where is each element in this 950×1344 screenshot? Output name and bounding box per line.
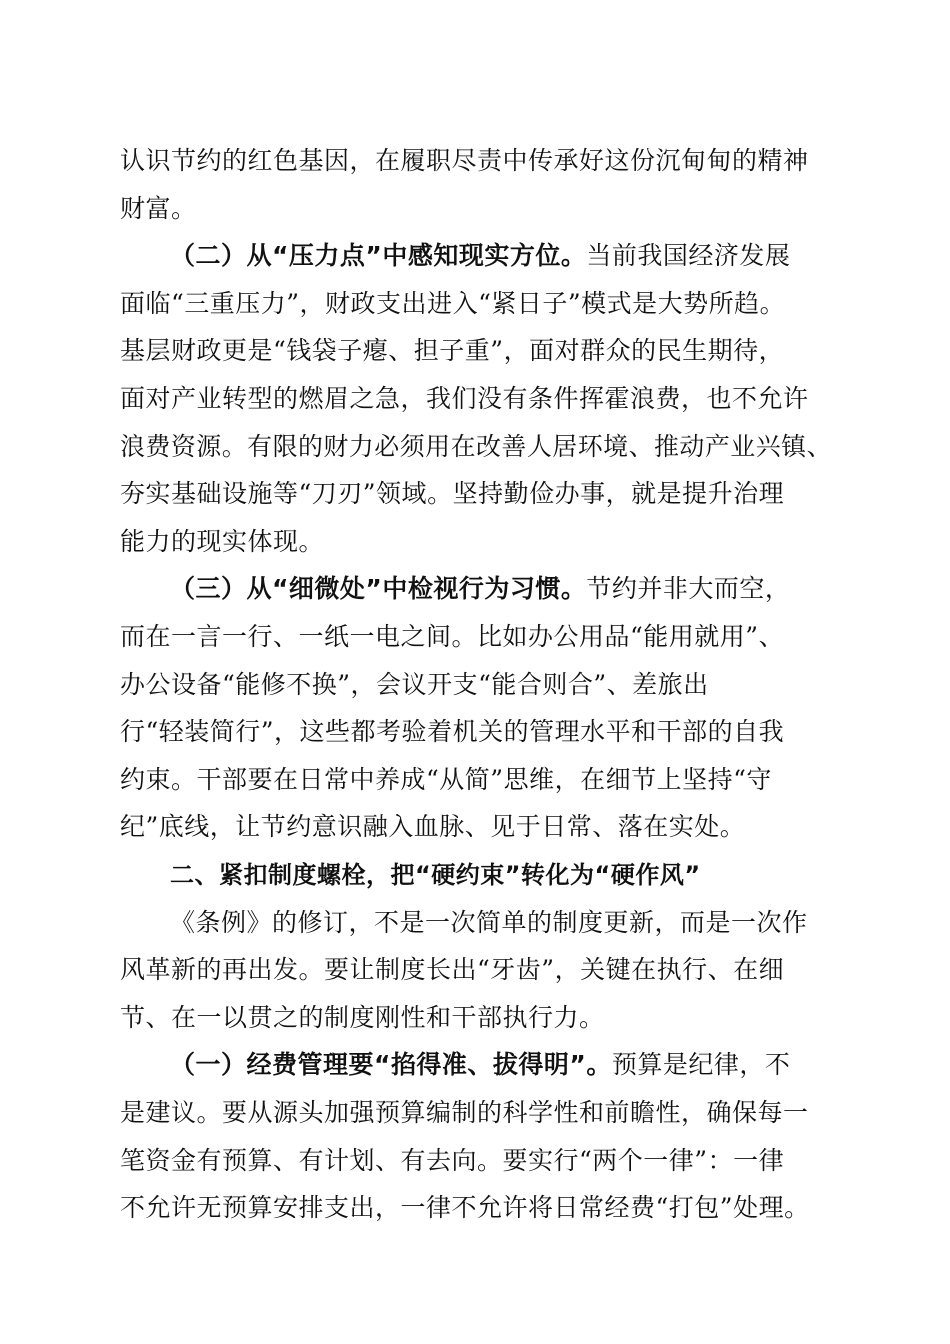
- body-line: 财富。: [120, 194, 197, 223]
- body-line: 是建议。要从源头加强预算编制的科学性和前瞻性，确保每一: [120, 1098, 809, 1127]
- body-line: 约束。干部要在日常中养成“从简”思维，在细节上坚持“守: [120, 765, 772, 794]
- body-line: 行“轻装简行”，这些都考验着机关的管理水平和干部的自我: [120, 717, 785, 746]
- body-line: 《条例》的修订，不是一次简单的制度更新，而是一次作: [170, 908, 808, 937]
- body-line: 节、在一以贯之的制度刚性和干部执行力。: [120, 1003, 605, 1032]
- body-line: 认识节约的红色基因，在履职尽责中传承好这份沉甸甸的精神: [120, 146, 809, 175]
- body-line: 笔资金有预算、有计划、有去向。要实行“两个一律”：一律: [120, 1146, 785, 1175]
- body-text: 预算是纪律，不: [611, 1050, 791, 1079]
- body-line: 风革新的再出发。要让制度长出“牙齿”，关键在执行、在细: [120, 955, 785, 984]
- body-line: 而在一言一行、一纸一电之间。比如办公用品“能用就用”、: [120, 622, 785, 651]
- body-line: 面临“三重压力”，财政支出进入“紧日子”模式是大势所趋。: [120, 289, 786, 318]
- section-heading: 二、紧扣制度螺栓，把“硬约束”转化为“硬作风”: [170, 861, 701, 889]
- subsection-title: （三）从“细微处”中检视行为习惯。: [170, 574, 587, 603]
- subsection-line: [170, 571, 790, 607]
- body-line: 面对产业转型的燃眉之急，我们没有条件挥霍浪费，也不允许: [120, 384, 809, 413]
- body-line: 浪费资源。有限的财力必须用在改善人居环境、推动产业兴镇、: [120, 432, 833, 461]
- body-line: 夯实基础设施等“刀刃”领域。坚持勤俭办事，就是提升治理: [120, 479, 785, 508]
- body-line: 不允许无预算安排支出，一律不允许将日常经费“打包”处理。: [120, 1193, 810, 1222]
- subsection-line: [170, 238, 790, 274]
- subsection-line: [170, 1047, 790, 1083]
- body-text: 节约并非大而空，: [586, 574, 791, 603]
- body-line: 基层财政更是“钱袋子瘪、担子重”，面对群众的民生期待，: [120, 336, 785, 365]
- body-text: 当前我国经济发展: [586, 241, 791, 270]
- body-line: 办公设备“能修不换”，会议开支“能合则合”、差旅出: [120, 670, 709, 699]
- subsection-title: （一）经费管理要“掐得准、拔得明”。: [170, 1050, 612, 1079]
- subsection-title: （二）从“压力点”中感知现实方位。: [170, 241, 587, 270]
- body-line: 纪”底线，让节约意识融入血脉、见于日常、落在实处。: [120, 812, 746, 841]
- body-line: 能力的现实体现。: [120, 527, 325, 556]
